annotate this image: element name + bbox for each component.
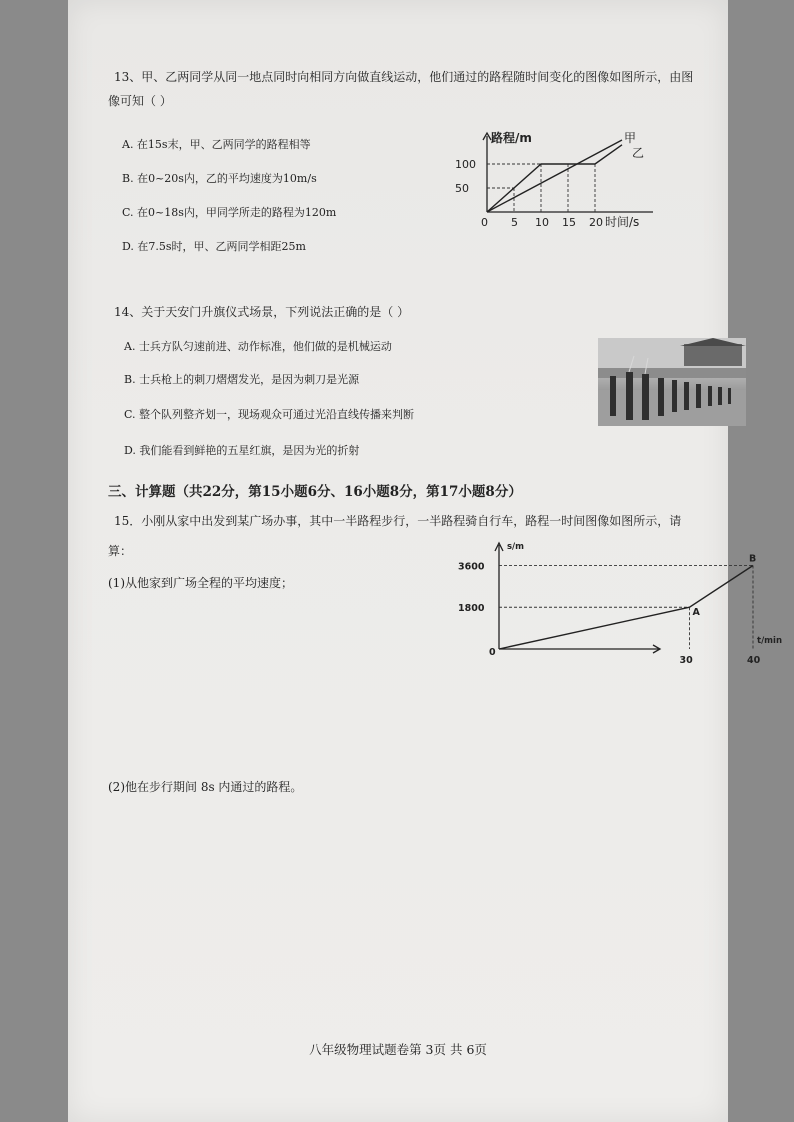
q14-option-b: B. 士兵枪上的刺刀熠熠发光，是因为刺刀是光源: [124, 373, 360, 386]
x-axis-label: t/min: [757, 636, 782, 646]
x-axis-label: 时间/s: [605, 215, 640, 229]
q13-stem-line1: 13、甲、乙两同学从同一地点同时向相同方向做直线运动，他们通过的路程随时间变化的图像如图所示，由图: [114, 70, 694, 84]
x-tick-30: 30: [679, 655, 693, 666]
y-tick-3600: 3600: [458, 561, 485, 573]
q14-option-c: C. 整个队列整齐划一，现场观众可通过光沿直线传播来判断: [124, 408, 415, 421]
q15-stem-line2: 算：: [108, 544, 133, 558]
y-axis-label: 路程/m: [491, 131, 532, 145]
point-label-b: B: [749, 553, 757, 565]
x-tick-10: 10: [535, 216, 549, 229]
q14-option-d: D. 我们能看到鲜艳的五星红旗，是因为光的折射: [124, 444, 360, 457]
x-tick-0: 0: [481, 216, 488, 229]
q14-option-a: A. 士兵方队匀速前进、动作标准，他们做的是机械运动: [124, 340, 392, 353]
q15-part2: (2)他在步行期间 8s 内通过的路程。: [108, 780, 303, 794]
q15-stem-line1: 15．小刚从家中出发到某广场办事，其中一半路程步行，一半路程骑自行车，路程一时间图像如图所示，请: [114, 514, 682, 528]
distance-time-chart-q13: [453, 130, 703, 235]
q15-part1: (1)从他家到广场全程的平均速度；: [108, 576, 293, 590]
q13-option-c: C. 在0~18s内，甲同学所走的路程为120m: [122, 206, 337, 219]
section-3-title: 三、计算题（共22分，第15小题6分、16小题8分，第17小题8分）: [108, 484, 522, 500]
y-tick-50: 50: [455, 182, 469, 195]
q13-option-d: D. 在7.5s时，甲、乙两同学相距25m: [122, 240, 306, 253]
distance-time-chart-q15: [453, 535, 782, 670]
x-tick-5: 5: [511, 216, 518, 229]
origin-label: 0: [489, 647, 496, 658]
series-line-jia: [487, 140, 622, 212]
exam-page: [68, 0, 782, 1122]
q13-option-b: B. 在0~20s内，乙的平均速度为10m/s: [122, 172, 317, 185]
q13-option-a: A. 在15s末，甲、乙两同学的路程相等: [122, 138, 311, 151]
y-tick-1800: 1800: [458, 603, 485, 615]
x-tick-40: 40: [747, 655, 761, 666]
y-tick-100: 100: [455, 158, 476, 171]
q14-stem: 14、关于天安门升旗仪式场景，下列说法正确的是（ ）: [114, 305, 410, 319]
x-tick-20: 20: [589, 216, 603, 229]
point-label-a: A: [692, 607, 700, 619]
q13-stem-line2: 像可知（ ）: [108, 94, 172, 108]
y-axis-label: s/m: [507, 542, 525, 552]
page-footer: 八年级物理试题卷第 3页 共 6页: [309, 1042, 487, 1057]
x-tick-15: 15: [562, 216, 576, 229]
series-label-jia: 甲: [624, 131, 637, 145]
flag-ceremony-photo: [598, 338, 746, 426]
series-label-yi: 乙: [632, 145, 645, 160]
